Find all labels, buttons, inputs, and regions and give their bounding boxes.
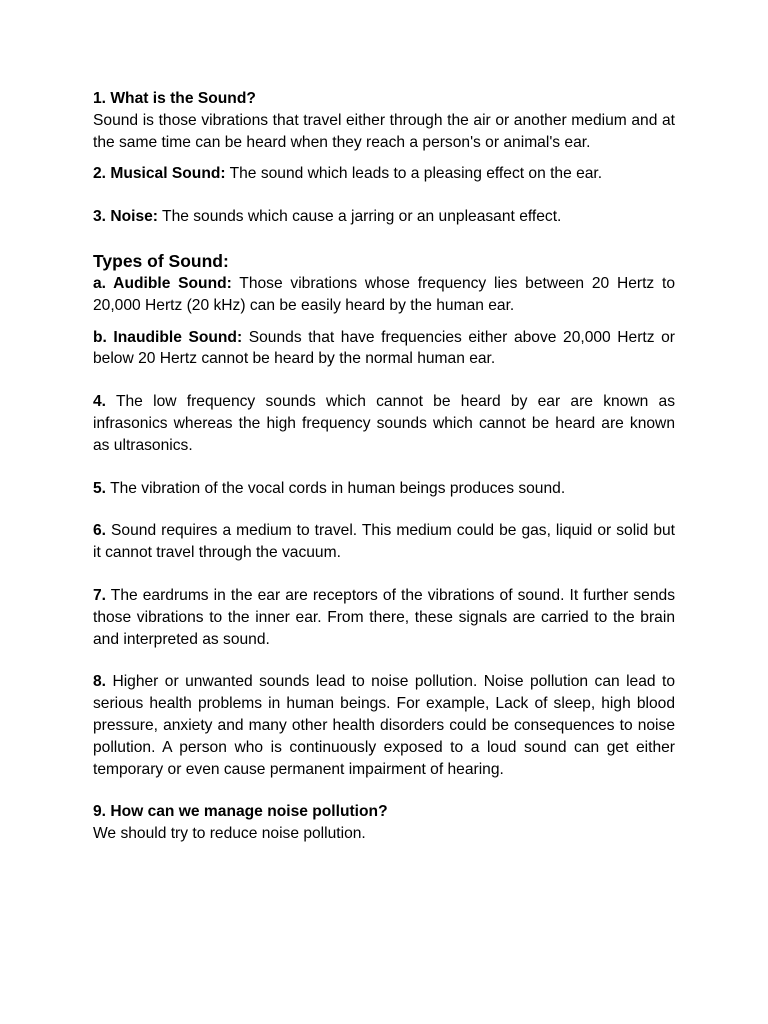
point-number: 6. xyxy=(93,522,107,540)
type-inaudible-sound xyxy=(93,327,675,371)
term-label: a. Audible Sound: xyxy=(93,274,232,292)
definition-text: Those vibrations whose frequency lies between 20 Hertz to 20,000 Hertz (20 kHz) can be easily heard by the human ear. xyxy=(93,274,675,314)
point-number: 4. xyxy=(93,393,107,411)
question-heading: 9. How can we manage noise pollution? xyxy=(93,803,388,821)
point-7 xyxy=(93,585,675,650)
point-8 xyxy=(93,671,675,780)
definition-noise xyxy=(93,206,675,228)
point-6 xyxy=(93,520,675,564)
point-number: 8. xyxy=(93,673,107,691)
section-what-is-sound xyxy=(93,88,675,153)
point-text: The eardrums in the ear are receptors of the vibrations of sound. It further sends those vibrations to the inner ear. From there, these signals are carried to the brain and interpreted as sound. xyxy=(93,586,675,648)
definition-text: The sounds which cause a jarring or an unpleasant effect. xyxy=(158,208,562,226)
point-number: 5. xyxy=(93,479,107,497)
answer-paragraph: We should try to reduce noise pollution. xyxy=(93,825,366,843)
section-manage-noise-pollution xyxy=(93,801,675,845)
answer-paragraph: Sound is those vibrations that travel either through the air or another medium and at the same time can be heard when they reach a person's or animal's ear. xyxy=(93,111,675,151)
definition-musical-sound xyxy=(93,163,675,185)
term-label: b. Inaudible Sound: xyxy=(93,328,243,346)
term-label: 2. Musical Sound: xyxy=(93,165,226,183)
point-text: Sound requires a medium to travel. This medium could be gas, liquid or solid but it cannot travel through the vacuum. xyxy=(93,522,675,562)
section-types-of-sound xyxy=(93,250,675,370)
question-heading: 1. What is the Sound? xyxy=(93,90,256,107)
point-text: Higher or unwanted sounds lead to noise pollution. Noise pollution can lead to serious health problems in human beings. For example, Lack of sleep, high blood pressure, anxiety and many other health disorders could be consequences to noise pollution. A person who is continuously exposed to a loud sound can get either temporary or even cause permanent impairment of hearing. xyxy=(93,673,675,778)
term-label: 3. Noise: xyxy=(93,208,158,226)
point-text: The vibration of the vocal cords in human beings produces sound. xyxy=(106,479,566,497)
document-page xyxy=(93,88,675,845)
type-audible-sound xyxy=(93,273,675,317)
point-number: 7. xyxy=(93,586,107,604)
section-heading: Types of Sound: xyxy=(93,250,229,271)
point-4 xyxy=(93,391,675,456)
definition-text: The sound which leads to a pleasing effect on the ear. xyxy=(225,165,603,183)
point-5 xyxy=(93,478,675,500)
definition-text: Sounds that have frequencies either above 20,000 Hertz or below 20 Hertz cannot be heard by the normal human ear. xyxy=(93,328,675,368)
point-text: The low frequency sounds which cannot be heard by ear are known as infrasonics whereas the high frequency sounds which cannot be heard are known as ultrasonics. xyxy=(93,393,675,454)
